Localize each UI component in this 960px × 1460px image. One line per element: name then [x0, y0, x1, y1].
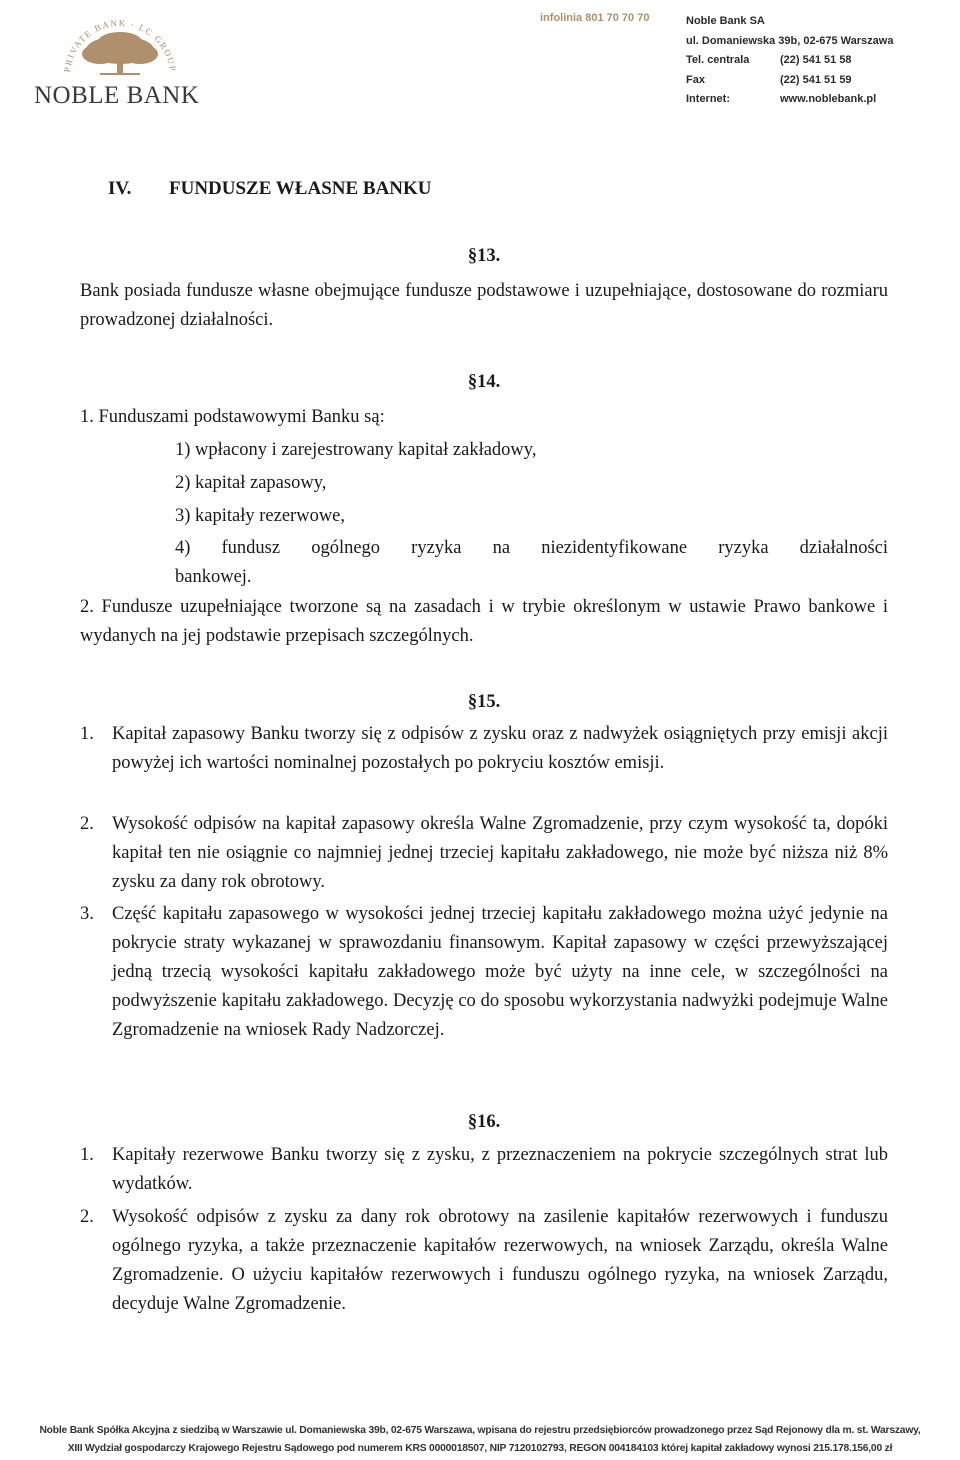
footer-line-1: Noble Bank Spółka Akcyjna z siedzibą w Warszawie ul. Domaniewska 39b, 02-675 Warszawa, wpisana do rejestru przedsiębiorców prowadzonego przez Sąd Rejonowy dla m. st. Warszawy, [39, 1425, 921, 1436]
hotline-number: infolinia 801 70 70 70 [540, 12, 650, 24]
company-name: Noble Bank SA [686, 15, 765, 27]
section-15-point-1: 1. Kapitał zapasowy Banku tworzy się z odpisów z zysku oraz z nadwyżek osiągniętych przy emisji akcji powyżej ich wartości nominalnej pozostałych po pokryciu kosztów emisji. [80, 724, 888, 773]
section-16-heading: §16. [467, 1112, 501, 1132]
company-address: ul. Domaniewska 39b, 02-675 Warszawa [686, 34, 894, 47]
website-row: Internet: www.noblebank.pl [686, 93, 877, 106]
phone-row: Tel. centrala (22) 541 51 58 [686, 54, 852, 67]
fax-row: Fax (22) 541 51 59 [686, 73, 852, 86]
section-15-point-2: 2. Wysokość odpisów na kapitał zapasowy określa Walne Zgromadzenie, przy czym wysokość ta, dopóki kapitał ten nie osiągnie co najmniej jednej trzeciej kapitału zakładowego, nie może być niższa niż 8% zysku za dany rok obrotowy. [80, 814, 888, 892]
section-14-item-2: 2) kapitał zapasowy, [175, 473, 327, 493]
section-14-item-3: 3) kapitały rezerwowe, [175, 506, 346, 526]
chapter-heading: IV. FUNDUSZE WŁASNE BANKU [108, 178, 432, 199]
section-15-heading: §15. [467, 692, 501, 712]
legal-footer [0, 1422, 960, 1458]
section-13-heading: §13. [467, 246, 501, 266]
section-16-point-2: 2. Wysokość odpisów z zysku za dany rok obrotowy na zasilenie kapitałów rezerwowych i funduszu ogólnego ryzyka, a także przeznaczenie kapitałów rezerwowych, na wniosek Zarządu, określa Walne Zgromadzenie. O użyciu kapitałów rezerwowych i funduszu ogólnego ryzyka, na wniosek Zarządu, decyduje Walne Zgromadzenie. [80, 1207, 888, 1314]
footer-line-2: XIII Wydział gospodarczy Krajowego Rejestru Sądowego pod numerem KRS 0000018507, NIP 7120102793, REGON 004184103 której kapitał zakładowy wynosi 215.178.156,00 zł [67, 1443, 893, 1454]
brand-name: NOBLE BANK [34, 82, 200, 109]
section-14-item-1: 1) wpłacony i zarejestrowany kapitał zakładowy, [175, 440, 537, 460]
section-13-text: Bank posiada fundusze własne obejmujące fundusze podstawowe i uzupełniające, dostosowane do rozmiaru prowadzonej działalności. [80, 281, 888, 330]
section-16-point-1: 1. Kapitały rezerwowe Banku tworzy się z zysku, z przeznaczeniem na pokrycie szczególnych strat lub wydatków. [80, 1145, 888, 1194]
section-14-item-4-continued: bankowej. [175, 567, 252, 587]
section-14-heading: §14. [467, 372, 501, 392]
section-14-paragraph-2: 2. Fundusze uzupełniające tworzone są na zasadach i w trybie określonym w ustawie Prawo bankowe i wydanych na jej podstawie przepisach szczególnych. [80, 597, 888, 646]
svg-text:PRIVATE BANK · LC GROUP: PRIVATE BANK · LC GROUP [62, 17, 178, 73]
section-15-point-3: 3. Część kapitału zapasowego w wysokości jednej trzeciej kapitału zakładowego można użyć jedynie na pokrycie straty wykazanej w sprawozdaniu finansowym. Kapitał zapasowy w części przewyższającej jedną trzecią wysokości kapitału zakładowego może być użyty na inne cele, w szczególności na podwyższenie kapitału zakładowego. Decyzję co do sposobu wykorzystania nadwyżki podejmuje Walne Zgromadzenie na wniosek Rady Nadzorczej. [80, 904, 888, 1040]
section-14-paragraph-1: 1. Funduszami podstawowymi Banku są: [80, 407, 385, 427]
section-14-item-4: 4) fundusz ogólnego ryzyka na niezidentyfikowane ryzyka działalności [175, 538, 888, 558]
contact-block [686, 12, 893, 110]
